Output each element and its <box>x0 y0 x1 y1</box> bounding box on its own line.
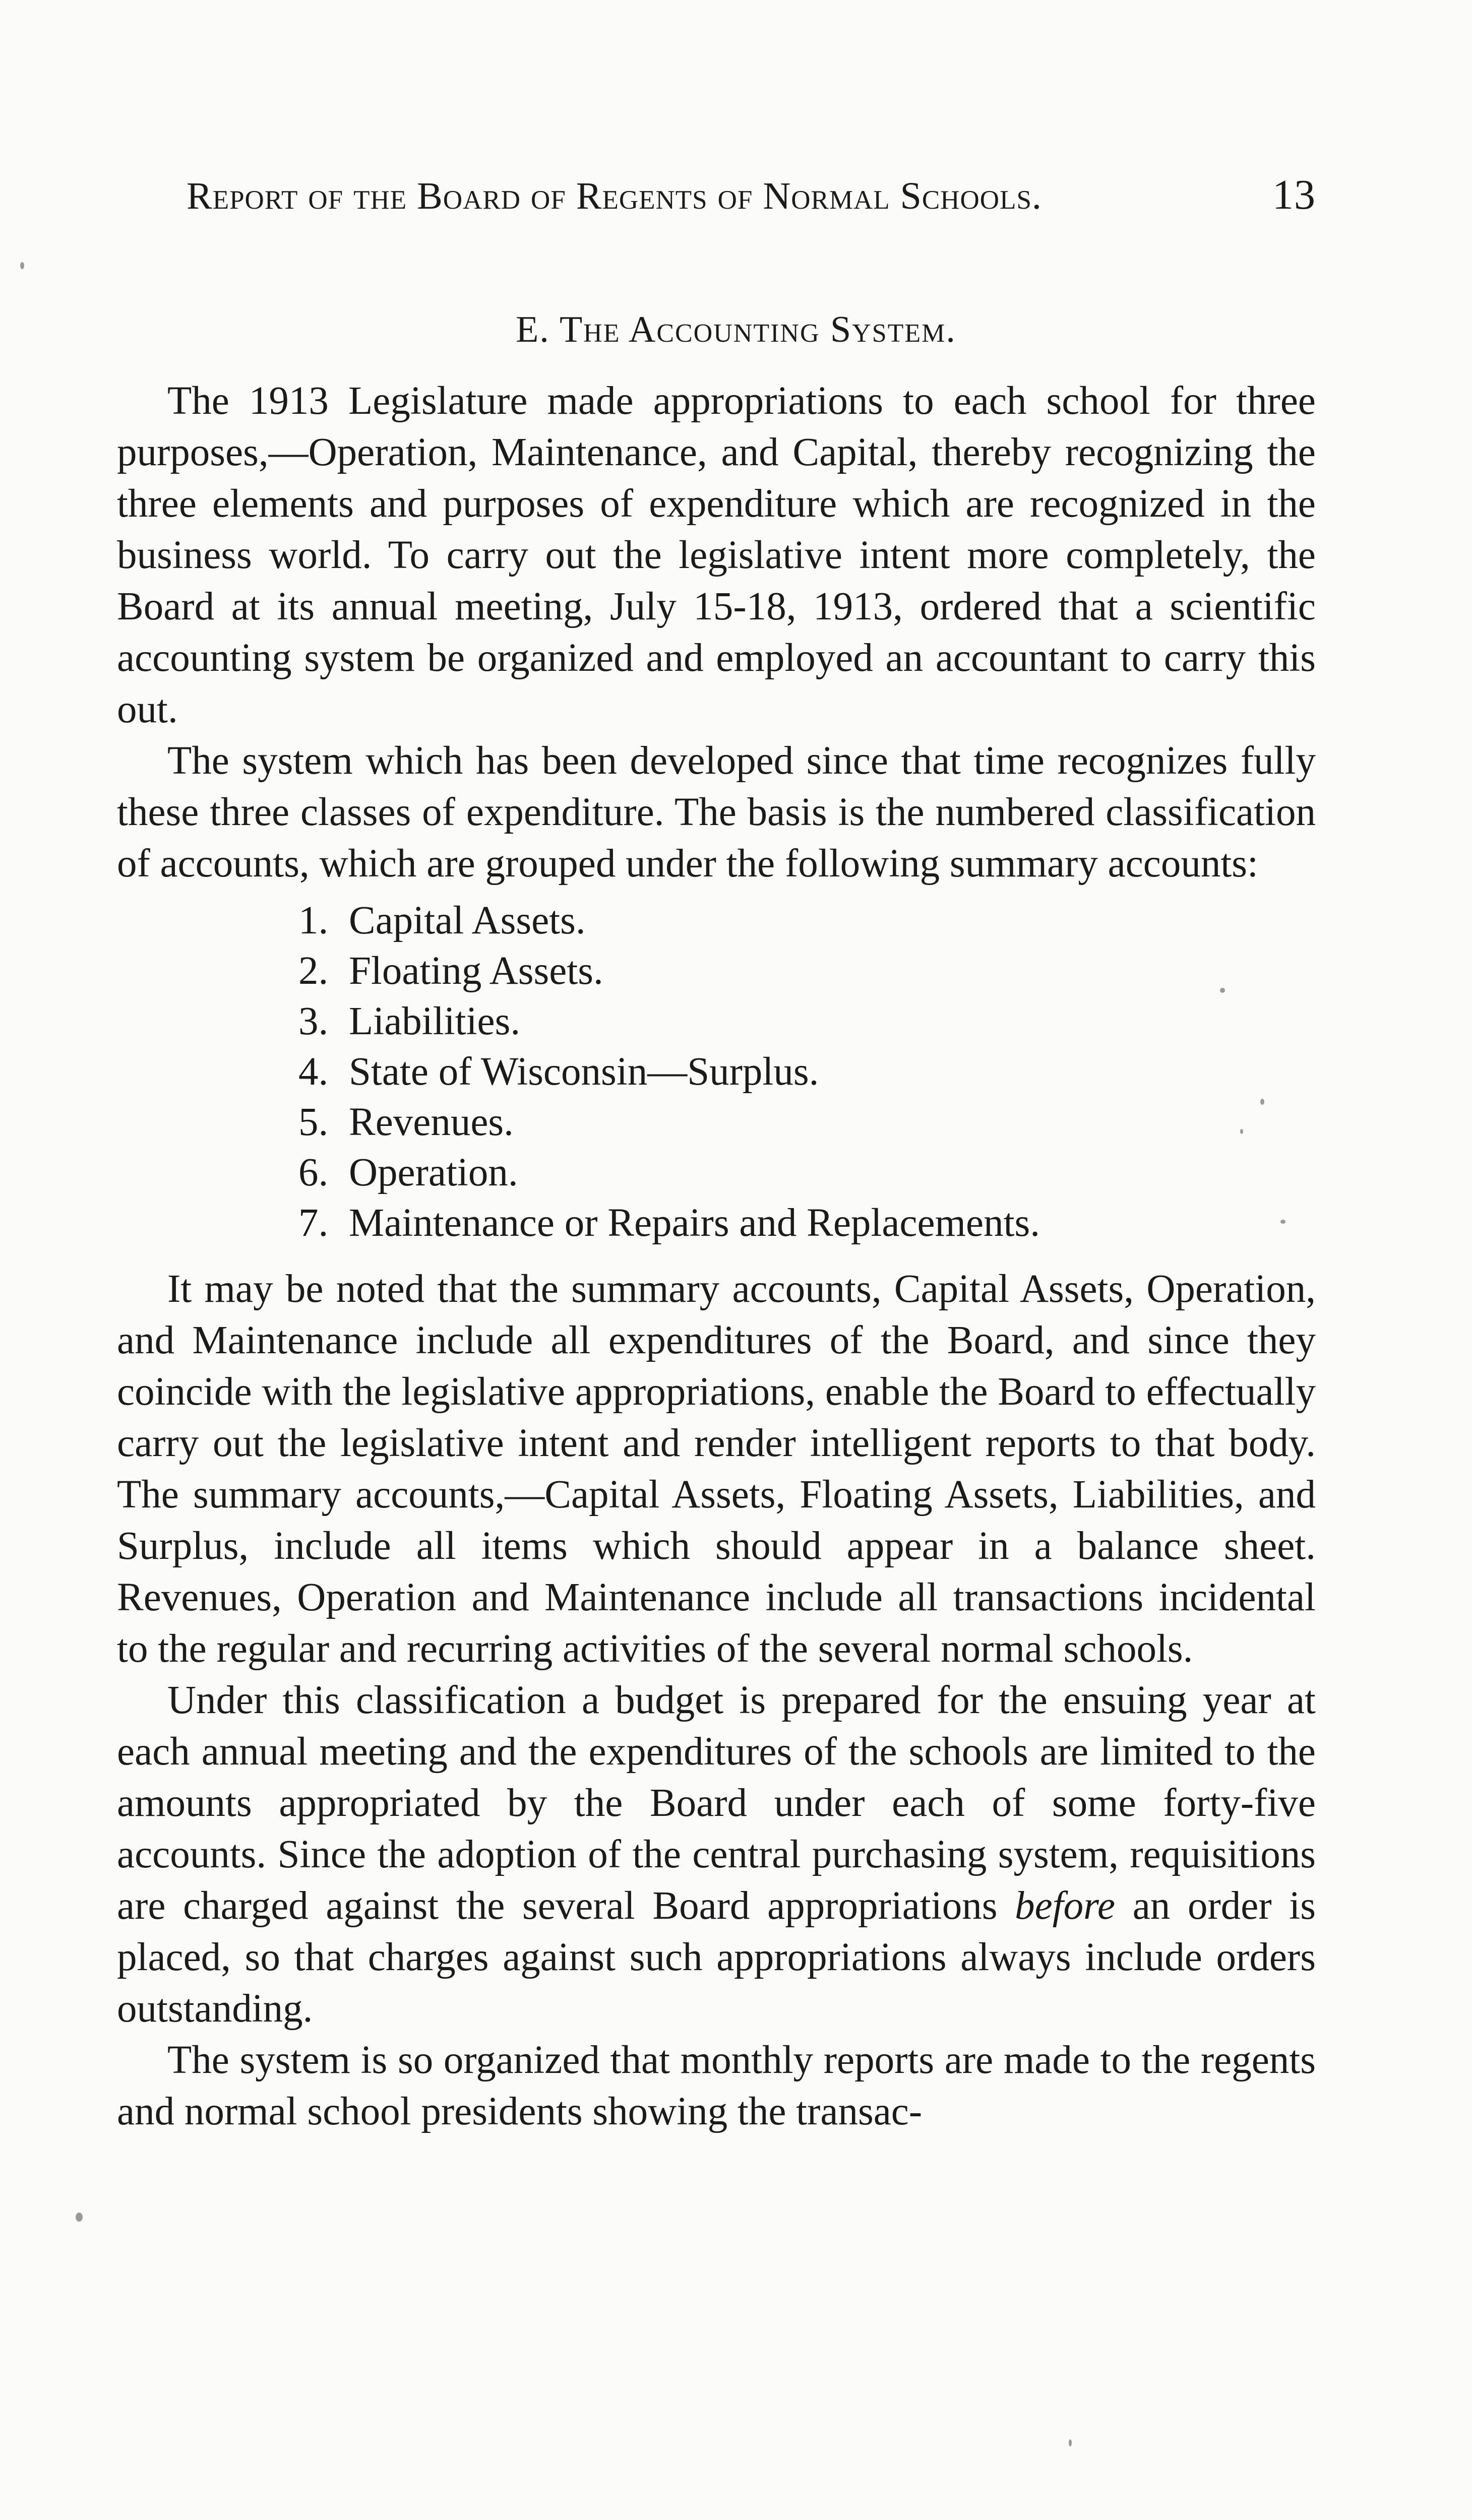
list-item-label: Liabilities. <box>349 999 521 1043</box>
scan-speck <box>1240 1129 1243 1134</box>
list-item-number: 1. <box>298 899 329 942</box>
list-item <box>298 896 1316 946</box>
list-item-label: Revenues. <box>349 1100 514 1144</box>
paragraph-summary-accounts: It may be noted that the summary accounts, Capital Assets, Operation, and Maintenance include all expenditures of the Board, and since they coincide with the legislative appropriations, enable the Board to effectually carry out the legislative intent and render intelligent reports to that body. The summary accounts,—Capital Assets, Floating Assets, Liabilities, and Surplus, include all items which should appear in a balance sheet. Revenues, Operation and Maintenance include all transactions incidental to the regular and recurring activities of the several normal schools. <box>117 1267 1316 1671</box>
list-item-number: 3. <box>298 999 329 1043</box>
list-item-number: 6. <box>298 1151 329 1194</box>
list-item <box>298 1047 1316 1097</box>
list-item-label: Floating Assets. <box>349 949 603 993</box>
list-item <box>298 1148 1316 1198</box>
paragraph-budget <box>117 1675 1316 2035</box>
scan-speck <box>1220 988 1225 993</box>
emphasis-before: before <box>1015 1884 1116 1928</box>
list-item-number: 4. <box>298 1050 329 1094</box>
paragraph-system-development: The system which has been developed since that time recognizes fully these three classes of expenditure. The basis is the numbered classification of accounts, which are grouped under the following summary accounts: <box>117 739 1316 886</box>
section-heading: E. The Accounting System. <box>516 309 956 350</box>
scan-speck <box>20 262 24 269</box>
body-text <box>117 375 1316 2137</box>
scan-speck <box>1069 2439 1072 2446</box>
page-number: 13 <box>1272 171 1316 218</box>
list-item <box>298 1198 1316 1248</box>
list-item-label: State of Wisconsin—Surplus. <box>349 1050 819 1094</box>
paragraph-legislature: The 1913 Legislature made appropriations to each school for three purposes,—Operation, Maintenance, and Capital, thereby recognizing the three elements and purposes of expenditure which are recognized in the business world. To carry out the legislative intent more completely, the Board at its annual meeting, July 15-18, 1913, ordered that a scientific accounting system be organized and employed an accountant to carry this out. <box>117 379 1316 731</box>
list-item-label: Operation. <box>349 1151 518 1194</box>
list-item <box>298 996 1316 1047</box>
paragraph-monthly-reports: The system is so organized that monthly reports are made to the regents and normal school presidents showing the transac- <box>117 2038 1316 2133</box>
scan-speck <box>1260 1099 1264 1105</box>
budget-text-end: an order is placed, so that charges against such appropriations always include orders outstanding. <box>117 1884 1316 2031</box>
list-item-number: 5. <box>298 1100 329 1144</box>
summary-accounts-list <box>117 896 1316 1248</box>
running-title: Report of the Board of Regents of Normal Schools. <box>187 175 1042 217</box>
list-item-number: 2. <box>298 949 329 993</box>
scan-speck <box>1280 1220 1285 1224</box>
running-header <box>187 171 1316 230</box>
list-item-label: Capital Assets. <box>349 899 586 942</box>
list-item <box>298 1097 1316 1148</box>
list-item-label: Maintenance or Repairs and Replacements. <box>349 1201 1040 1245</box>
list-item <box>298 946 1316 996</box>
list-item-number: 7. <box>298 1201 329 1245</box>
budget-text-start: Under this classification a budget is prepared for the ensuing year at each annual meeting and the expenditures of the schools are limited to the amounts appropriated by the Board under each of some forty-five accounts. Since the adoption of the central purchasing system, requisitions are charged against the several Board appropriations <box>117 1678 1316 1928</box>
scan-speck <box>76 2213 83 2222</box>
